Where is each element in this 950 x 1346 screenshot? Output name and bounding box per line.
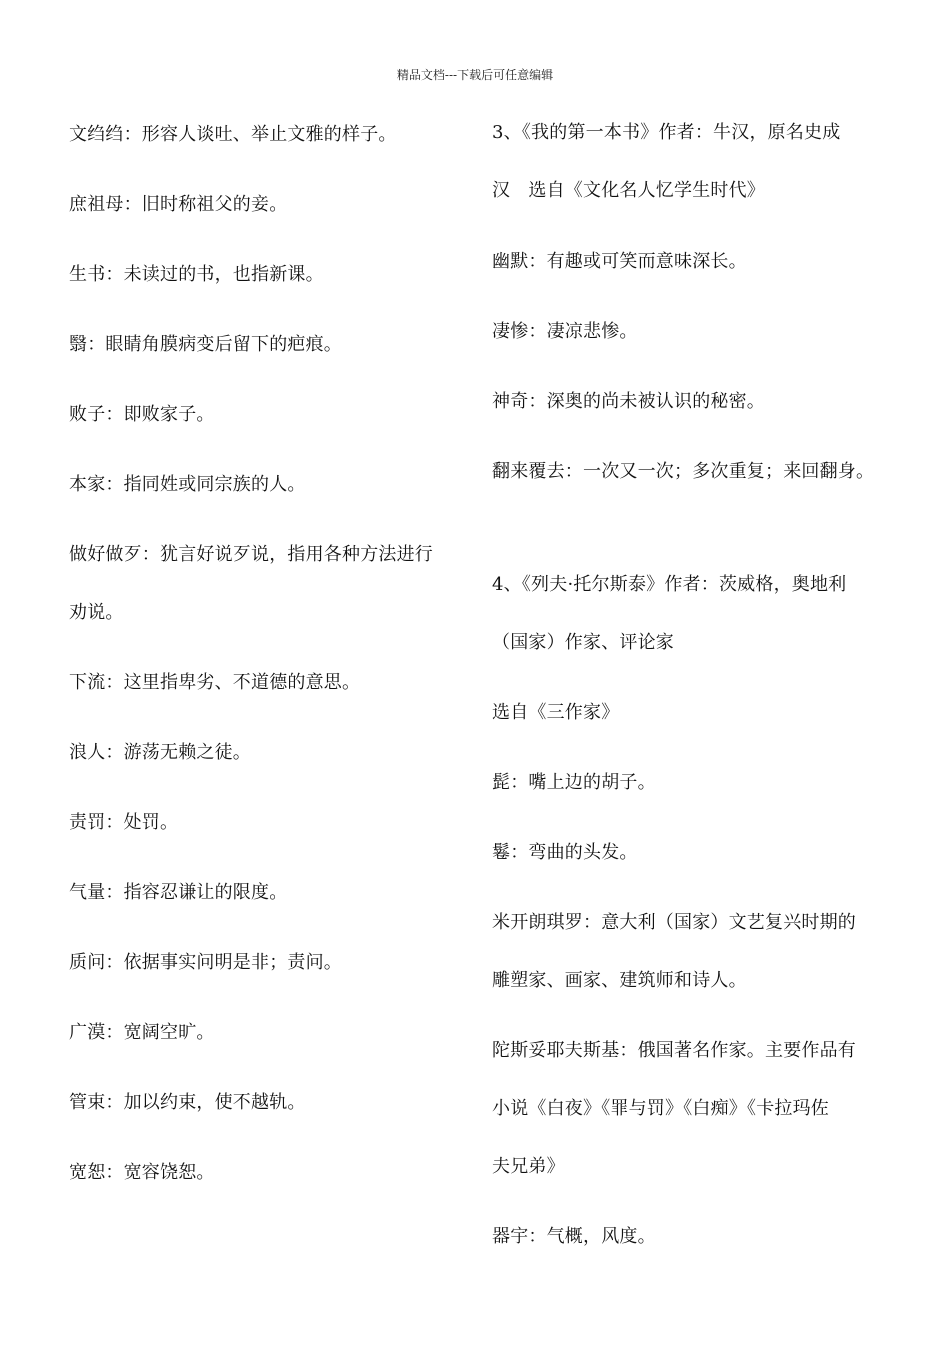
entry-line: （国家）作家、评论家 — [492, 632, 674, 653]
entry-line: 广漠：宽阔空旷。 — [69, 1022, 215, 1043]
entry-line: 幽默：有趣或可笑而意味深长。 — [492, 251, 747, 272]
entry-line: 4、《列夫·托尔斯泰》作者：茨威格，奥地利 — [492, 574, 847, 595]
entry-line: 髭：嘴上边的胡子。 — [492, 772, 656, 793]
entry-line: 选自《三作家》 — [492, 702, 620, 723]
entry-line: 庶祖母：旧时称祖父的妾。 — [69, 194, 288, 215]
entry-line: 宽恕：宽容饶恕。 — [69, 1162, 215, 1183]
entry-line: 责罚：处罚。 — [69, 812, 179, 833]
entry-line: 汉 选自《文化名人忆学生时代》 — [492, 180, 765, 201]
entry-line: 劝说。 — [69, 602, 124, 623]
entry-line: 小说《白夜》《罪与罚》《白痴》《卡拉玛佐 — [492, 1098, 829, 1119]
entry-line: 败子：即败家子。 — [69, 404, 215, 425]
entry-line: 凄惨：凄凉悲惨。 — [492, 321, 638, 342]
entry-line: 生书：未读过的书，也指新课。 — [69, 264, 324, 285]
entry-line: 米开朗琪罗：意大利（国家）文艺复兴时期的 — [492, 912, 856, 933]
entry-line: 本家：指同姓或同宗族的人。 — [69, 474, 306, 495]
entry-line: 气量：指容忍谦让的限度。 — [69, 882, 288, 903]
entry-line: 翻来覆去：一次又一次；多次重复；来回翻身。 — [492, 461, 875, 482]
entry-line: 夫兄弟》 — [492, 1156, 565, 1177]
entry-line: 雕塑家、画家、建筑师和诗人。 — [492, 970, 747, 991]
entry-line: 下流：这里指卑劣、不道德的意思。 — [69, 672, 361, 693]
entry-line: 浪人：游荡无赖之徒。 — [69, 742, 251, 763]
entry-line: 做好做歹：犹言好说歹说，指用各种方法进行 — [69, 544, 433, 565]
entry-line: 器宇：气概，风度。 — [492, 1226, 656, 1247]
entry-line: 翳：眼睛角膜病变后留下的疤痕。 — [69, 334, 342, 355]
entry-line: 管束：加以约束，使不越轨。 — [69, 1092, 306, 1113]
entry-line: 鬈：弯曲的头发。 — [492, 842, 638, 863]
entry-line: 陀斯妥耶夫斯基：俄国著名作家。主要作品有 — [492, 1040, 856, 1061]
page-header: 精品文档---下载后可任意编辑 — [396, 68, 554, 82]
entry-line: 质问：依据事实问明是非；责问。 — [69, 952, 342, 973]
entry-line: 神奇：深奥的尚未被认识的秘密。 — [492, 391, 765, 412]
entry-line: 文绉绉：形容人谈吐、举止文雅的样子。 — [69, 124, 397, 145]
entry-line: 3、《我的第一本书》作者：牛汉，原名史成 — [492, 122, 841, 143]
